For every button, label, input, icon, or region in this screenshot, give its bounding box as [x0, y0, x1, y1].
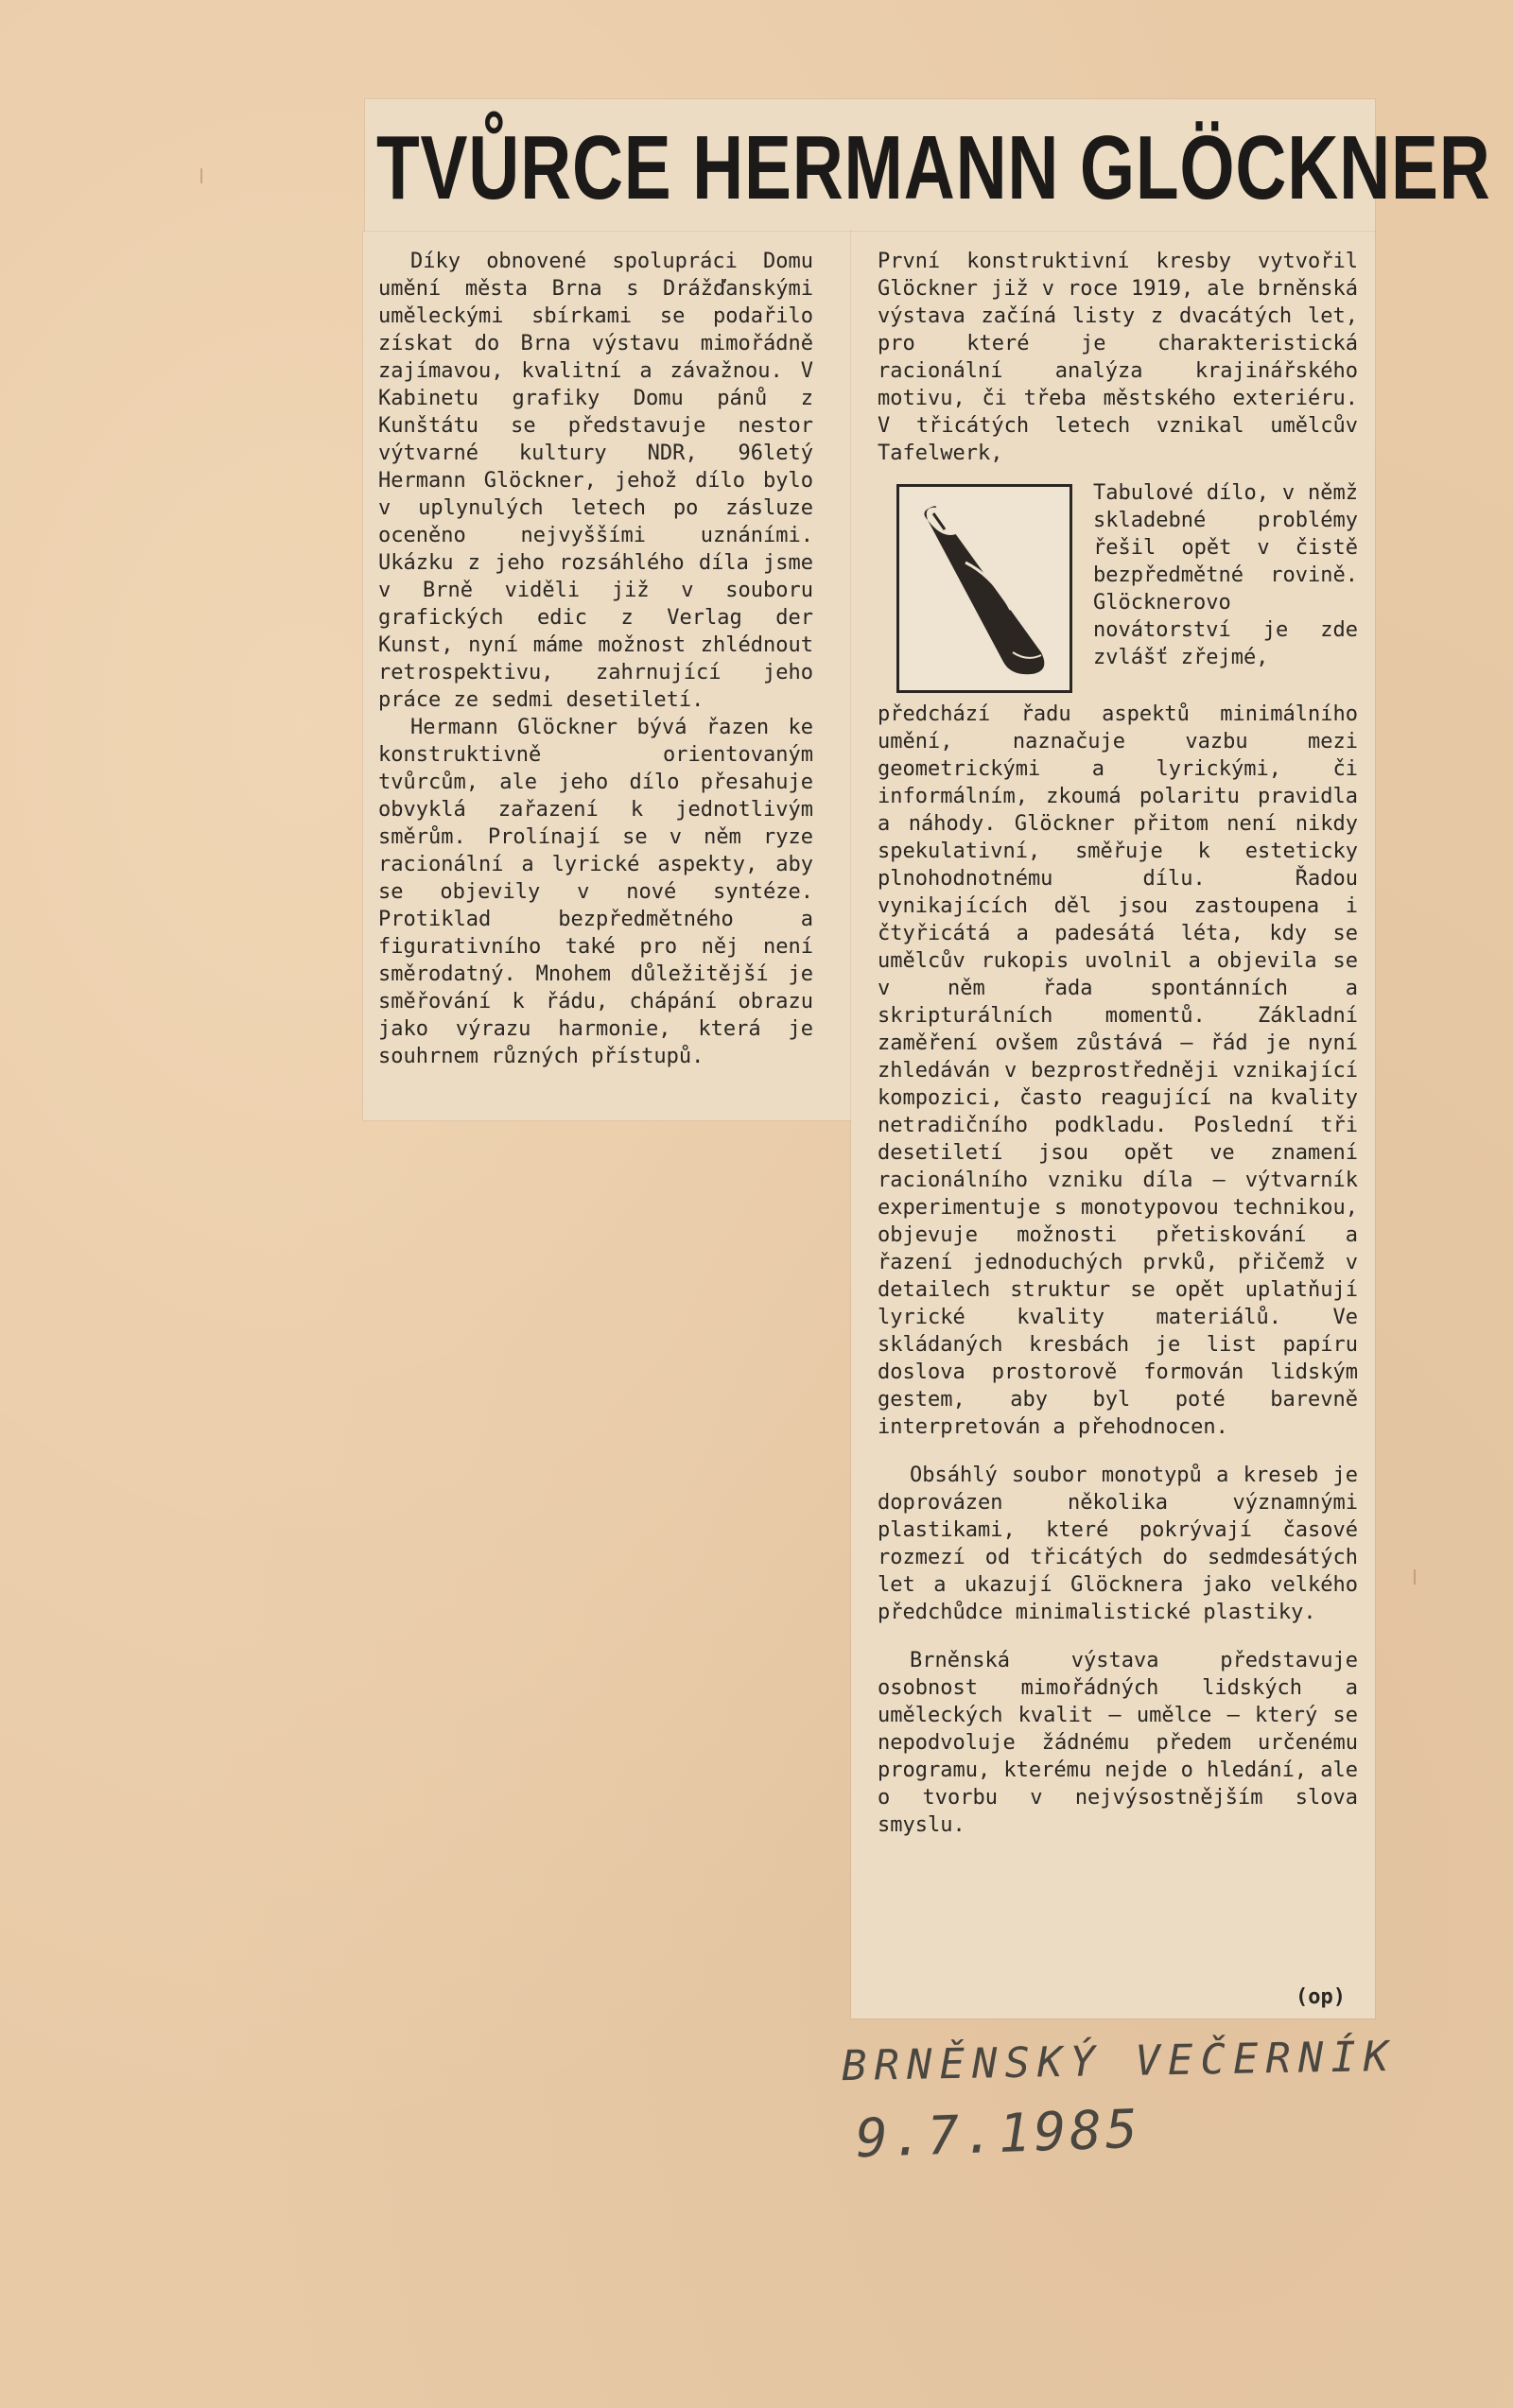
right-column-wrapped-text [1093, 479, 1358, 671]
paragraph: Obsáhlý soubor monotypů a kreseb je doprovázen několika významnými plastikami, které pokrývají časové rozmezí od třicátých do sedmdesátých let a ukazují Glöcknera jako velkého předchůdce minimalistické plastiky. [878, 1464, 1358, 1624]
paragraph: První konstruktivní kresby vytvořil Glöckner již v roce 1919, ale brněnská výstava začíná listy z dvacátých let, pro které je charakteristická racionální analýza krajinářského motivu, či třeba městského exteriéru. V třicátých letech vznikal umělcův Tafelwerk, [878, 250, 1358, 465]
paper-speck [1414, 1569, 1416, 1585]
paragraph: předchází řadu aspektů minimálního umění, naznačuje vazbu mezi geometrickými a lyrickými, či informálním, zkoumá polaritu pravidla a náhody. Glöckner přitom není nikdy spekulativní, směřuje k esteticky plnohodnotnému dílu. Řadou vynikajících děl jsou zastoupena i čtyřicátá a padesátá léta, kdy se umělcův rukopis uvolnil a objevila se v něm řada spontánních a skripturálních momentů. Základní zaměření ovšem zůstává — řád je nyní zhledáván v bezprostředněji vznikající kompozici, často reagující na kvality netradičního podkladu. Poslední tři desetiletí jsou opět ve znamení racionálního vzniku díla — výtvarník experimentuje s monotypovou technikou, objevuje možnosti přetiskování a řazení jednoduchých prvků, přičemž v detailech struktur se opět uplatňují lyrické kvality materiálů. Ve skládaných kresbách je list papíru doslova prostorově formován lidským gestem, aby byl poté barevně interpretován a přehodnocen. [878, 702, 1358, 1439]
article-headline: TVŮRCE HERMANN GLÖCKNER [376, 117, 1491, 218]
paper-speck [200, 168, 202, 183]
pencil-drawing-icon [896, 484, 1072, 693]
paragraph: Brněnská výstava představuje osobnost mimořádných lidských a uměleckých kvalit — umělce — který se nepodvoluje žádnému předem určenému programu, kterému nejde o hledání, ale o tvorbu v nejvýsostnějším slova smyslu. [878, 1649, 1358, 1837]
handwritten-date: 9.7.1985 [854, 2098, 1142, 2171]
handwritten-source: BRNĚNSKÝ VEČERNÍK [841, 2032, 1397, 2091]
pencil-drawing-svg [899, 487, 1070, 690]
right-column-main [878, 701, 1358, 1839]
paragraph: Díky obnovené spolupráci Domu umění města Brna s Drážďanskými uměleckými sbírkami se podařilo získat do Brna výstavu mimořádně zajímavou, kvalitní a závažnou. V Kabinetu grafiky Domu pánů z Kunštátu se představuje nestor výtvarné kultury NDR, 96letý Hermann Glöckner, jehož dílo bylo v uplynulých letech po zásluze oceněno nejvyššími uznáními. Ukázku z jeho rozsáhlého díla jsme v Brně viděli již v souboru grafických edic z Verlag der Kunst, nyní máme možnost zhlédnout retrospektivu, zahrnující jeho práce ze sedmi desetiletí. [378, 250, 813, 712]
right-column-top [878, 248, 1358, 467]
paragraph: Tabulové dílo, v němž skladebné problémy řešil opět v čistě bezpředmětné rovině. Glöcknerovo novátorství je zde zvlášť zřejmé, [1093, 481, 1358, 669]
author-signature: (op) [1296, 1985, 1346, 2009]
paragraph: Hermann Glöckner bývá řazen ke konstruktivně orientovaným tvůrcům, ale jeho dílo přesahuje obvyklá zařazení k jednotlivým směrům. Prolínají se v něm ryze racionální a lyrické aspekty, aby se objevily v nové syntéze. Protiklad bezpředmětného a figurativního také pro něj není směrodatný. Mnohem důležitější je směřování k řádu, chápání obrazu jako výrazu harmonie, která je souhrnem různých přístupů. [378, 716, 813, 1068]
left-column [378, 248, 813, 1070]
